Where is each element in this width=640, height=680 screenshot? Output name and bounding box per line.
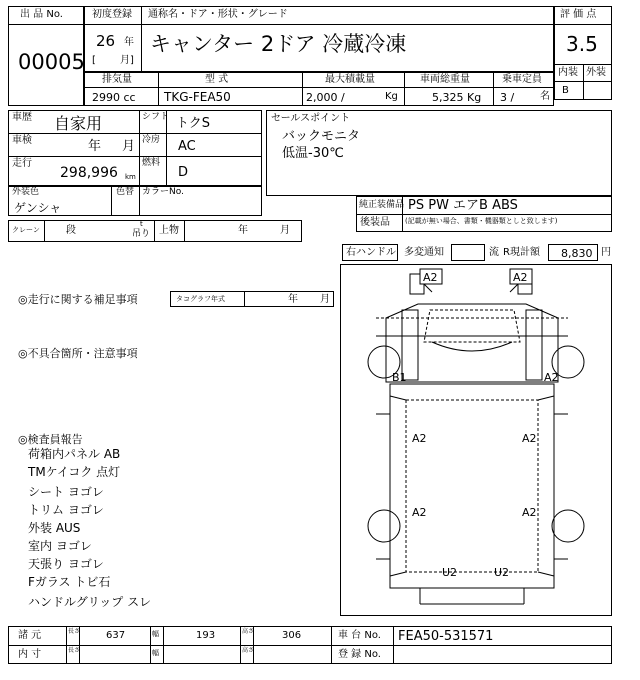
fuel-label: 燃料	[142, 158, 161, 168]
damage-mark: A2	[412, 432, 427, 445]
inspector-report-label: ◎検査員報告	[18, 433, 83, 446]
inspector-line: Fガラス トビ石	[28, 575, 111, 589]
registration-label: 登 録 No.	[338, 649, 381, 660]
inner-width-label: 幅	[152, 649, 159, 657]
crane-stage: 段	[66, 225, 76, 236]
displacement-label: 排気量	[102, 74, 132, 85]
damage-mark: A2	[412, 506, 427, 519]
tachograph-label: タコグラフ年式	[176, 295, 225, 303]
inner-length-label: 長さ	[68, 647, 81, 654]
length-label: 長さ	[68, 628, 81, 635]
vehicle-name: キャンター 2ドア 冷蔵冷凍	[150, 32, 407, 56]
inspector-line: 荷箱内パネル AB	[28, 447, 121, 461]
damage-mark: A2	[544, 371, 559, 384]
ac-label: 冷房	[142, 135, 161, 145]
multi-change-box[interactable]	[451, 244, 485, 261]
damage-mark: A2	[522, 432, 537, 445]
inspector-line: 天張り ヨゴレ	[28, 557, 104, 571]
crane-label: クレーン	[12, 226, 40, 234]
inspection-month: 月	[122, 139, 136, 154]
history-value: 自家用	[54, 114, 103, 133]
inner-height-label: 高さ	[242, 647, 255, 654]
right-hand-drive-label: 右ハンドル	[346, 247, 396, 258]
lot-number-label: 出 品 No.	[20, 9, 63, 20]
vehicle-name-label: 通称名・ドア・形状・グレード	[148, 9, 288, 20]
model-value: TKG-FEA50	[164, 90, 231, 104]
first-registration-month-unit: 月]	[120, 55, 134, 66]
color-number-label: カラーNo.	[142, 187, 184, 197]
upper-body-year: 年	[238, 225, 248, 236]
first-registration-label: 初度登録	[92, 9, 132, 20]
interior-grade-label: 内装	[558, 67, 578, 78]
damage-mark: A2	[423, 271, 438, 284]
crane-ton-unit: t	[140, 220, 143, 228]
capacity-unit: 名	[540, 91, 550, 102]
mileage-value: 298,996	[60, 165, 118, 181]
max-load-value: 2,000 /	[306, 91, 345, 104]
damage-mark: U2	[442, 566, 458, 579]
first-registration-year: 26	[96, 32, 116, 50]
displacement-value: 2990 cc	[92, 91, 136, 104]
inspector-line: TMケイコク 点灯	[28, 465, 121, 479]
multi-change-label: 多変通知	[404, 247, 444, 258]
crane-lift: 吊り	[132, 229, 151, 239]
defects-notes-label: ◎不具合箇所・注意事項	[18, 347, 138, 360]
odometer-value: 8,830	[561, 247, 593, 260]
first-registration-month-open: [	[92, 55, 96, 66]
length-value: 637	[106, 630, 126, 641]
dimensions-label: 諸 元	[18, 630, 42, 641]
tachograph-month: 月	[320, 294, 330, 305]
inspector-line: トリム ヨゴレ	[28, 503, 104, 517]
exterior-grade-value: B	[562, 85, 569, 96]
tachograph-year: 年	[288, 294, 298, 305]
color-change-label: 色替	[116, 187, 135, 197]
inspector-line: ハンドルグリップ スレ	[28, 595, 152, 609]
inner-dimensions-label: 内 寸	[18, 649, 42, 660]
mileage-label: 走行	[12, 158, 32, 169]
aftermarket-note: (記載が無い場合、書類・機器類としと致します)	[405, 217, 558, 225]
odometer-label: R現計額	[503, 247, 540, 258]
width-label: 幅	[152, 630, 159, 638]
damage-mark: U2	[494, 566, 510, 579]
capacity-label: 乗車定員	[502, 74, 542, 85]
truck-damage-diagram	[340, 264, 612, 616]
sales-point-1: バックモニタ	[282, 129, 361, 144]
max-load-unit: Kg	[385, 91, 398, 102]
upper-body-month: 月	[280, 225, 290, 236]
history-label: 車歴	[12, 112, 32, 123]
shift-value: トクS	[176, 116, 210, 131]
chassis-label: 車 台 No.	[338, 630, 381, 641]
exterior-color-value: ゲンシャ	[14, 201, 62, 215]
shift-label: シフト	[142, 112, 170, 122]
gross-weight-value: 5,325 Kg	[432, 91, 482, 104]
exterior-grade-label: 外装	[586, 67, 606, 78]
odometer-unit: 円	[601, 247, 611, 258]
chassis-value: FEA50-531571	[398, 629, 494, 644]
gross-weight-label: 車両総重量	[420, 74, 470, 85]
ac-value: AC	[178, 139, 196, 154]
first-registration-year-unit: 年	[124, 37, 134, 48]
capacity-value: 3 /	[500, 91, 515, 104]
odometer-prefix: 流	[489, 247, 499, 258]
max-load-label: 最大積載量	[325, 74, 375, 85]
grade-value: 3.5	[566, 32, 598, 56]
sales-point-label: セールスポイント	[271, 113, 351, 124]
height-label: 高さ	[242, 628, 255, 635]
crane-box	[8, 220, 302, 242]
driving-notes-label: ◎走行に関する補足事項	[18, 293, 138, 306]
inspector-line: シート ヨゴレ	[28, 485, 104, 499]
inspection-year: 年	[88, 139, 102, 154]
model-label: 型 式	[205, 74, 229, 85]
inspector-line: 室内 ヨゴレ	[28, 539, 92, 553]
grade-label: 評 価 点	[560, 9, 597, 20]
inspection-label: 車検	[12, 135, 32, 146]
exterior-color-label: 外装色	[12, 187, 40, 197]
mileage-unit: km	[125, 173, 136, 181]
fuel-value: D	[178, 165, 189, 180]
genuine-equipment-label: 純正装備品	[359, 200, 405, 210]
aftermarket-label: 後装品	[360, 217, 390, 228]
width-value: 193	[196, 630, 216, 641]
inspector-line: 外装 AUS	[28, 521, 81, 535]
upper-body-label: 上物	[159, 225, 179, 236]
sales-point-2: 低温-30℃	[282, 146, 344, 161]
damage-mark: A2	[513, 271, 528, 284]
genuine-equipment-value: PS PW エアB ABS	[408, 198, 518, 213]
height-value: 306	[282, 630, 302, 641]
lot-number: 00005	[18, 50, 85, 74]
damage-mark: B1	[392, 371, 407, 384]
damage-mark: A2	[522, 506, 537, 519]
